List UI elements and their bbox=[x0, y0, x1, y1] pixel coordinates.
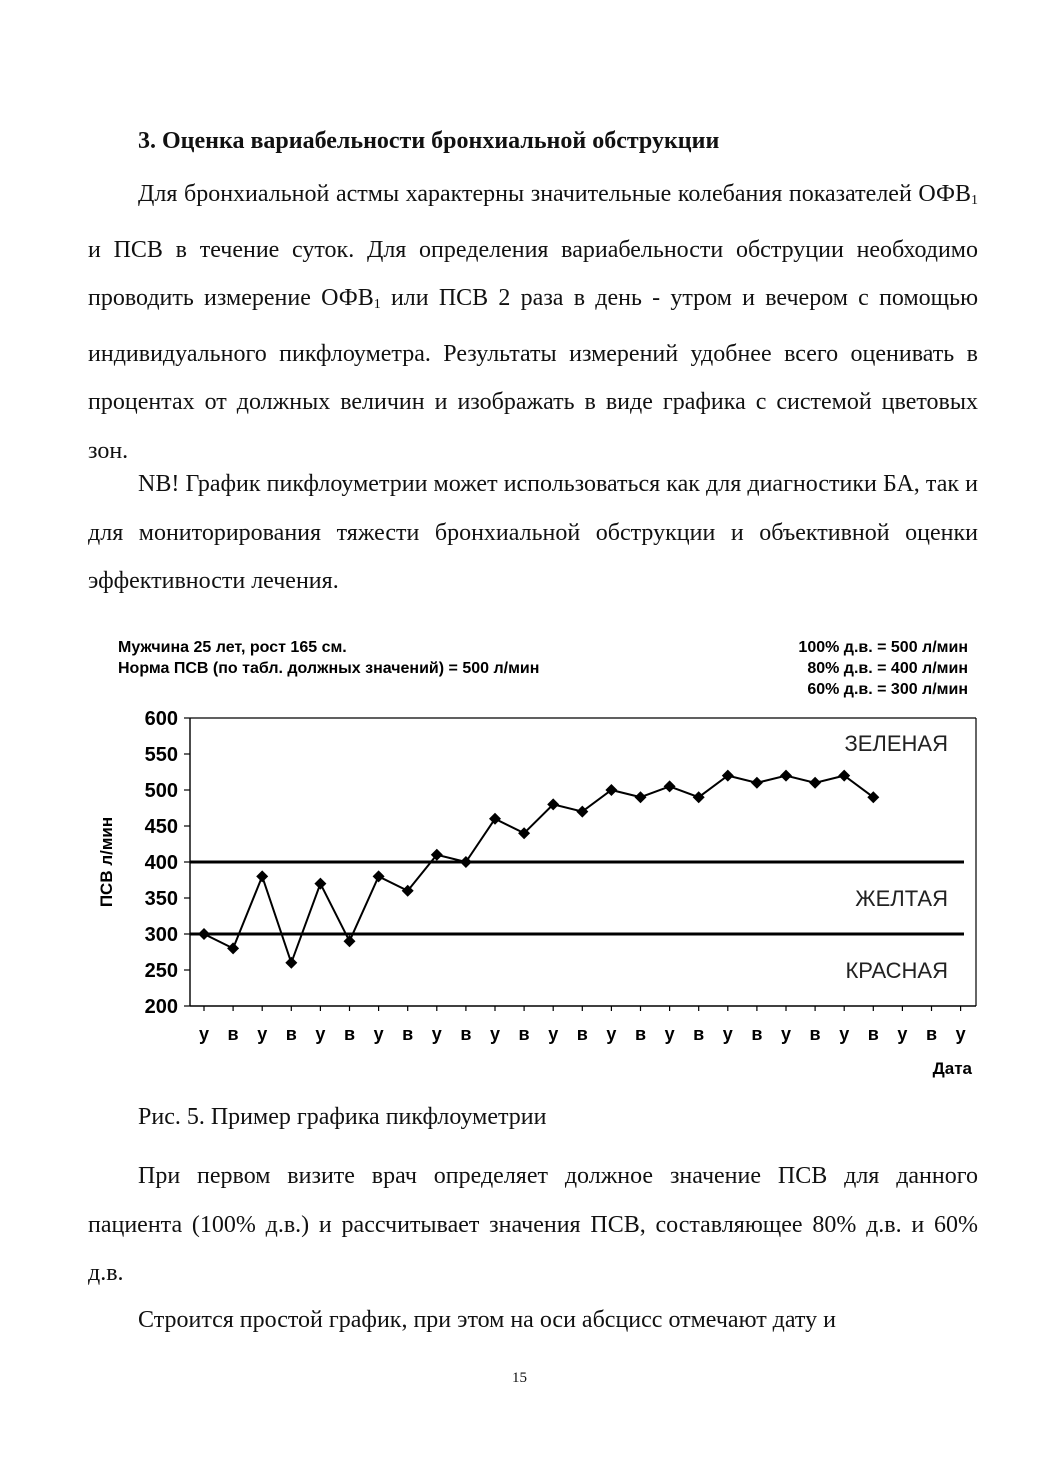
x-tick-label: у bbox=[257, 1024, 268, 1044]
x-tick-label: у bbox=[431, 1024, 442, 1044]
y-tick-label: 350 bbox=[144, 888, 178, 910]
chart-header-left: Норма ПСВ (по табл. должных значений) = 500 л/мин bbox=[118, 660, 540, 677]
y-tick-label: 550 bbox=[144, 744, 178, 766]
x-axis-label: Дата bbox=[932, 1059, 972, 1078]
data-point bbox=[460, 856, 472, 868]
data-point bbox=[635, 791, 647, 803]
figure-caption: Рис. 5. Пример графика пикфлоуметрии bbox=[138, 1104, 547, 1130]
paragraph-text: Для бронхиальной астмы характерны значительные колебания показателей ОФВ bbox=[138, 181, 971, 207]
x-tick-label: в bbox=[343, 1024, 356, 1044]
chart-header-right: 60% д.в. = 300 л/мин bbox=[807, 681, 968, 698]
subscript: 1 bbox=[373, 297, 381, 312]
x-tick-label: у bbox=[955, 1024, 966, 1044]
x-tick-label: у bbox=[606, 1024, 617, 1044]
x-tick-label: в bbox=[518, 1024, 530, 1044]
x-tick-label: у bbox=[839, 1024, 850, 1044]
peak-flow-chart bbox=[88, 628, 988, 1088]
x-tick-label: у bbox=[722, 1024, 733, 1044]
zone-label: КРАСНАЯ bbox=[845, 958, 948, 983]
data-point bbox=[227, 942, 239, 954]
x-tick-label: в bbox=[285, 1024, 297, 1044]
x-tick-label: у bbox=[489, 1024, 501, 1044]
x-tick-label: у bbox=[198, 1024, 210, 1044]
zone-label: ЖЕЛТАЯ bbox=[855, 886, 948, 911]
y-tick-label: 300 bbox=[144, 924, 178, 946]
y-axis-label: ПСВ л/мин bbox=[97, 816, 116, 908]
paragraph-variability bbox=[88, 170, 978, 475]
data-point bbox=[256, 870, 268, 882]
y-tick-label: 200 bbox=[144, 996, 178, 1018]
data-point bbox=[751, 777, 763, 789]
y-tick-label: 250 bbox=[144, 960, 178, 982]
chart-header-left: Мужчина 25 лет, рост 165 см. bbox=[118, 639, 347, 656]
x-tick-label: у bbox=[897, 1024, 908, 1044]
y-tick-label: 400 bbox=[144, 852, 178, 874]
paragraph-text: NB! График пикфлоуметрии может использоваться как для диагностики БА, так и для мониторирования тяжести бронхиальной обструкции и объективной оценки эффективности лечения. bbox=[88, 471, 978, 594]
x-tick-label: в bbox=[693, 1024, 705, 1044]
y-tick-label: 500 bbox=[144, 780, 178, 802]
x-tick-label: в bbox=[402, 1024, 414, 1044]
data-point bbox=[664, 780, 676, 792]
paragraph-text: Строится простой график, при этом на оси абсцисс отмечают дату и bbox=[138, 1307, 836, 1333]
y-tick-label: 450 bbox=[144, 816, 178, 838]
paragraph-text: и ПСВ в течение суток. Для определения вариабельности обструции необходимо проводить измерение ОФВ bbox=[88, 236, 978, 311]
x-tick-label: у bbox=[373, 1024, 384, 1044]
x-tick-label: у bbox=[780, 1024, 792, 1044]
subscript: 1 bbox=[971, 193, 978, 208]
x-tick-label: у bbox=[315, 1024, 326, 1044]
x-tick-label: в bbox=[809, 1024, 821, 1044]
paragraph-first-visit bbox=[88, 1152, 978, 1298]
data-point bbox=[314, 878, 326, 890]
x-tick-label: в bbox=[227, 1024, 239, 1044]
x-tick-label: у bbox=[548, 1024, 559, 1044]
y-tick-label: 600 bbox=[144, 708, 178, 730]
data-point bbox=[780, 770, 792, 782]
x-tick-label: в bbox=[576, 1024, 588, 1044]
x-tick-label: у bbox=[664, 1024, 675, 1044]
paragraph-text: При первом визите врач определяет должное значение ПСВ для данного пациента (100% д.в.) и рассчитывает значения ПСВ, составляющее 80% д.в. и 60% д.в. bbox=[88, 1163, 978, 1286]
x-tick-label: в bbox=[460, 1024, 472, 1044]
data-point bbox=[344, 935, 356, 947]
chart-header-right: 80% д.в. = 400 л/мин bbox=[807, 660, 968, 677]
data-point bbox=[489, 813, 501, 825]
x-tick-label: в bbox=[925, 1024, 938, 1044]
x-tick-label: в bbox=[634, 1024, 647, 1044]
paragraph-text: или ПСВ 2 раза в день - утром и вечером с помощью индивидуального пикфлоуметра. Результаты измерений удобнее всего оценивать в процентах от должных величин и изображать в виде графика с системой цветовых зон. bbox=[88, 285, 978, 464]
chart-header-right: 100% д.в. = 500 л/мин bbox=[798, 639, 968, 656]
data-point bbox=[198, 928, 210, 940]
page-number: 15 bbox=[512, 1370, 527, 1386]
data-point bbox=[285, 957, 297, 969]
x-tick-label: в bbox=[867, 1024, 879, 1044]
data-point bbox=[809, 777, 821, 789]
zone-label: ЗЕЛЕНАЯ bbox=[844, 731, 948, 757]
section-heading: 3. Оценка вариабельности бронхиальной обструкции bbox=[138, 128, 720, 154]
data-point bbox=[373, 870, 385, 882]
x-tick-label: в bbox=[751, 1024, 763, 1044]
paragraph-graph-build bbox=[88, 1296, 978, 1345]
paragraph-nb bbox=[88, 460, 978, 606]
